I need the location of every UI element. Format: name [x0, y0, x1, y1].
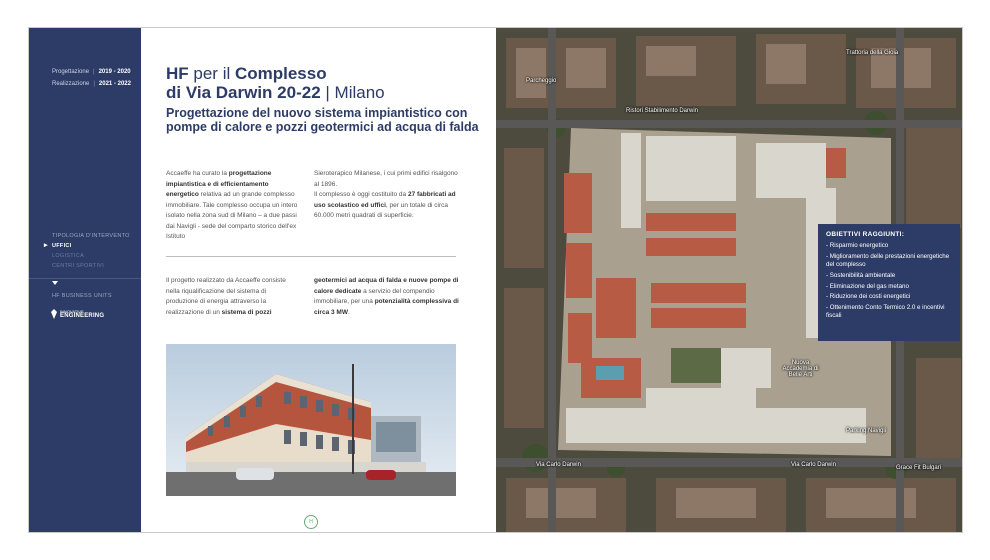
objective-item: - Sostenibilità ambientale: [826, 272, 952, 281]
business-units-header: HF BUSINESS UNITS: [52, 293, 112, 299]
objective-item: - Miglioramento delle prestazioni energetiche del complesso: [826, 253, 952, 270]
date-row-build: [52, 78, 131, 90]
objectives-box: [818, 224, 960, 341]
map-label-academy: Nuova Accademia di Belle Arti: [782, 360, 819, 378]
innovative-engineering-logo[interactable]: [52, 309, 104, 319]
title-city: Milano: [334, 83, 385, 102]
map-label-bottom-right: Grace Fit Bulgari: [896, 465, 942, 471]
logo-bottom-text: ENGINEERING: [60, 313, 105, 319]
map-label-top-right: Trattoria della Gioia: [846, 50, 899, 56]
paragraph-history: [314, 169, 459, 222]
text-span: Accaeffe ha curato la: [166, 170, 229, 177]
text-span: a servizio del compendio immobiliare, per una: [314, 287, 435, 305]
text-span: Il complesso è oggi costituito da: [314, 191, 408, 198]
objective-item: - Risparmio energetico: [826, 242, 952, 251]
date-row-design: [52, 66, 131, 78]
text-span: Sieroterapico Milanese, i cui primi edifici risalgono al 1896.: [314, 170, 458, 188]
paragraph-project: [166, 276, 298, 318]
page-number-badge: H: [304, 515, 318, 529]
brochure-page: [28, 27, 963, 533]
title-hf: HF: [166, 64, 189, 83]
text-bold: geotermici ad acqua di falda e nuove pompe di calore dedicate: [314, 277, 459, 295]
page-subtitle: Progettazione del nuovo sistema impiantistico con pompe di calore e pozzi geotermici ad acqua di falda: [166, 106, 479, 134]
section-divider: [166, 256, 456, 257]
map-label-parcheggio: Parcheggio: [526, 78, 557, 84]
content-column: [141, 28, 496, 532]
paragraph-geothermal: [314, 276, 459, 318]
project-dates: [52, 66, 131, 90]
text-span: , per un totale di circa 60.000 metri quadrati di superficie.: [314, 201, 449, 219]
title-per: per il: [188, 64, 235, 83]
triangle-down-icon: [52, 281, 58, 285]
sidebar-divider: [29, 278, 141, 279]
text-span: Il progetto realizzato da Accaeffe consiste nella riqualificazione del sistema di produzione di energia attraverso la realizzazione di un: [166, 277, 286, 316]
title-via: di Via Darwin 20-22: [166, 83, 321, 102]
date-years: 2019 - 2020: [98, 69, 131, 75]
typology-item-logistica[interactable]: LOGISTICA: [52, 253, 85, 259]
date-years: 2021 - 2022: [98, 81, 131, 87]
objectives-title: OBIETTIVI RAGGIUNTI:: [826, 231, 905, 238]
page-title: [166, 64, 486, 102]
map-label-via-darwin-left: Via Carlo Darwin: [536, 462, 581, 468]
logo-mark-icon: [51, 309, 57, 319]
paragraph-intro: [166, 169, 298, 243]
objective-item: - Eliminazione del gas metano: [826, 283, 952, 292]
logo-top-text: INNOVATIVE: [60, 309, 84, 314]
objective-item: - Ottenimento Conto Termico 2.0 e incentivi fiscali: [826, 304, 952, 321]
title-complesso: Complesso: [234, 64, 327, 83]
text-span: relativa ad un grande complesso immobiliare. Tale complesso occupa un intero isolato nella zona sud di Milano – a due passi dai Navigli - sede del comparto storico dell'ex Istituto: [166, 191, 298, 240]
map-label-via-darwin-right: Via Carlo Darwin: [791, 462, 836, 468]
date-label: Progettazione: [52, 69, 90, 75]
objectives-list: [826, 242, 952, 321]
typology-header: TIPOLOGIA D'INTERVENTO: [52, 233, 130, 239]
title-separator: |: [320, 83, 335, 102]
typology-item-uffici[interactable]: ▸ UFFICI: [52, 241, 130, 251]
text-bold: 27 fabbricati ad uso scolastico ed uffici: [314, 191, 456, 209]
text-bold: progettazione impiantistica e di efficientamento energetico: [166, 170, 272, 198]
map-label-street-top: Ristori Stabilimento Darwin: [626, 108, 699, 114]
building-photo: [166, 344, 456, 496]
map-label-parking-navigli: Parking Navigli: [846, 428, 887, 434]
date-separator: |: [93, 81, 95, 87]
typology-menu: [52, 231, 130, 271]
text-bold: potenzialità complessiva di circa 3 MW: [314, 298, 459, 316]
sidebar: [29, 28, 141, 532]
text-bold: sistema di pozzi: [221, 308, 272, 316]
typology-item-centri-sportivi[interactable]: CENTRI SPORTIVI: [52, 263, 105, 269]
date-label: Realizzazione: [52, 81, 90, 87]
objective-item: - Riduzione dei costi energetici: [826, 293, 952, 302]
date-separator: |: [93, 69, 95, 75]
text-span: .: [347, 308, 350, 316]
